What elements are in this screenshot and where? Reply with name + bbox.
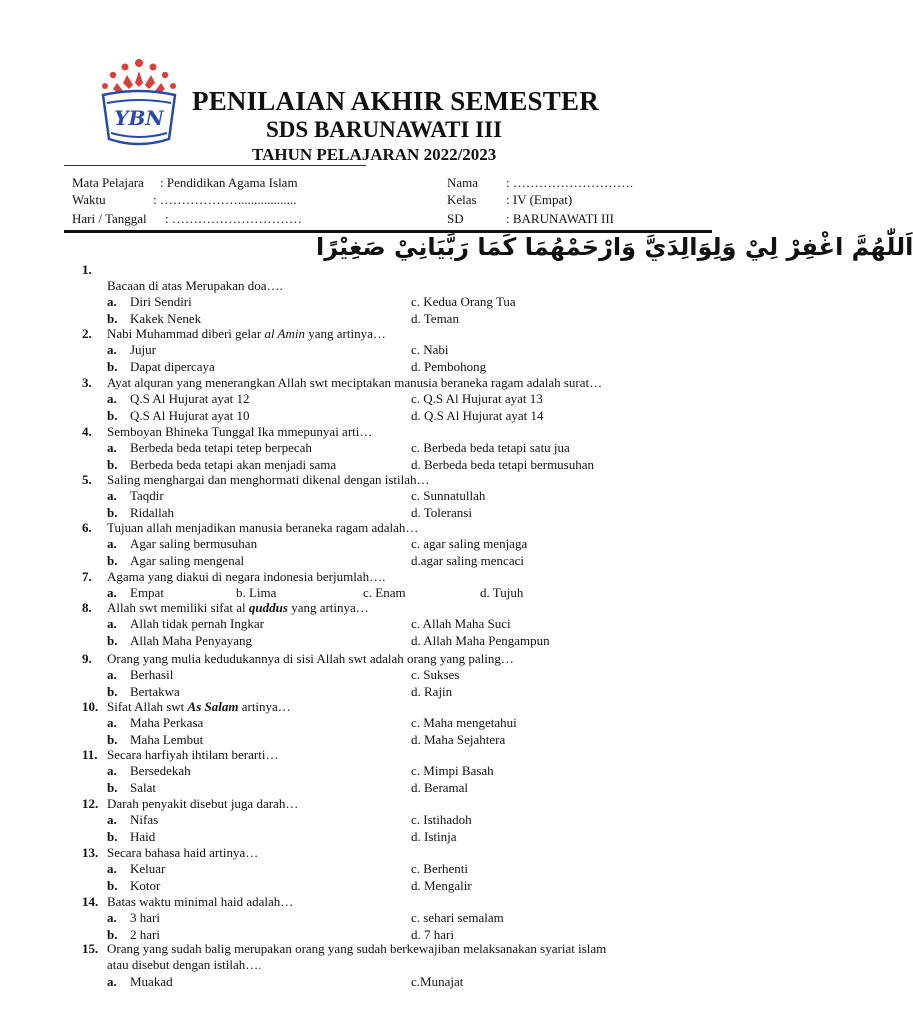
question-text: Saling menghargai dan menghormati dikenal dengan istilah… xyxy=(107,472,430,487)
question-text xyxy=(107,699,291,715)
option-letter: b. xyxy=(107,926,118,942)
option-text: Allah Maha Penyayang xyxy=(130,632,253,648)
question-number: 3. xyxy=(82,375,92,390)
question-text: Semboyan Bhineka Tunggal Ika mmepunyai arti… xyxy=(107,424,373,439)
time-label: Waktu xyxy=(72,192,106,207)
question-number: 13. xyxy=(82,845,99,860)
class-label: Kelas xyxy=(447,192,477,207)
option-text: Jujur xyxy=(130,342,156,358)
option-text: Taqdir xyxy=(130,488,164,504)
option-letter: a. xyxy=(107,342,117,358)
option-text: d. Mengalir xyxy=(411,877,472,893)
school-label: SD xyxy=(447,211,464,226)
option-letter: b. xyxy=(107,731,118,747)
option-letter: a. xyxy=(107,910,117,926)
option-text: Berbeda beda tetapi akan menjadi sama xyxy=(130,456,337,472)
option-text: Agar saling bermusuhan xyxy=(130,536,258,552)
exam-title: PENILAIAN AKHIR SEMESTER xyxy=(192,86,599,116)
option-text: Agar saling mengenal xyxy=(130,552,245,568)
option-text: d. Teman xyxy=(411,310,459,326)
date-label: Hari / Tanggal xyxy=(72,211,147,226)
option-letter: a. xyxy=(107,585,117,601)
option-text: c. Enam xyxy=(363,585,406,601)
academic-year: TAHUN PELAJARAN 2022/2023 xyxy=(252,145,497,164)
question-number: 7. xyxy=(82,569,92,584)
option-letter: a. xyxy=(107,616,117,632)
option-text: d. Berbeda beda tetapi bermusuhan xyxy=(411,456,595,472)
question-number: 9. xyxy=(82,651,92,666)
option-letter: b. xyxy=(107,358,118,374)
option-letter: a. xyxy=(107,715,117,731)
question-text-part: yang artinya… xyxy=(304,326,386,341)
question-number: 2. xyxy=(82,326,92,341)
school-value: : BARUNAWATI III xyxy=(506,211,614,226)
option-text: c. sehari semalam xyxy=(411,910,504,926)
question-text: Batas waktu minimal haid adalah… xyxy=(107,894,294,909)
question-text: Secara bahasa haid artinya… xyxy=(107,845,259,860)
option-text: Kakek Nenek xyxy=(130,310,202,326)
svg-text:YBN: YBN xyxy=(114,106,164,130)
question-number: 4. xyxy=(82,424,92,439)
question-text-part: artinya… xyxy=(238,699,291,714)
name-value: : ………………………. xyxy=(506,175,634,190)
subject-value: : Pendidikan Agama Islam xyxy=(160,175,298,190)
option-text: Allah tidak pernah Ingkar xyxy=(130,616,264,632)
question-number: 6. xyxy=(82,520,92,535)
question-number: 14. xyxy=(82,894,99,909)
option-text: Nifas xyxy=(130,812,159,828)
option-letter: a. xyxy=(107,973,117,989)
option-letter: a. xyxy=(107,391,117,407)
option-text: 3 hari xyxy=(130,910,160,926)
option-text: c. Allah Maha Suci xyxy=(411,616,511,632)
option-text: c. agar saling menjaga xyxy=(411,536,528,552)
option-text: d.agar saling mencaci xyxy=(411,552,524,568)
question-text xyxy=(107,600,369,616)
question-text: Bacaan di atas Merupakan doa…. xyxy=(107,278,283,293)
question-text: Secara harfiyah ihtilam berarti… xyxy=(107,747,279,762)
option-text: d. Istinja xyxy=(411,828,457,844)
question-text: Orang yang sudah balig merupakan orang yang sudah berkewajiban melaksanakan syariat islam xyxy=(107,941,607,956)
option-text: d. Allah Maha Pengampun xyxy=(411,632,550,648)
option-text: Muakad xyxy=(130,973,173,989)
option-letter: b. xyxy=(107,779,118,795)
question-text: Ayat alquran yang menerangkan Allah swt meciptakan manusia beraneka ragam adalah surat… xyxy=(107,375,603,390)
question-number: 11. xyxy=(82,747,98,762)
option-letter: a. xyxy=(107,812,117,828)
question-text-part: Allah swt memiliki sifat al xyxy=(107,600,249,615)
option-text: c. Kedua Orang Tua xyxy=(411,294,516,310)
option-text: Q.S Al Hujurat ayat 12 xyxy=(130,391,250,407)
option-text: c. Nabi xyxy=(411,342,449,358)
option-letter: a. xyxy=(107,861,117,877)
question-number: 1. xyxy=(82,262,92,277)
time-value: : ……………….................. xyxy=(153,192,297,207)
option-text: c.Munajat xyxy=(411,973,464,989)
option-letter: b. xyxy=(107,504,118,520)
option-letter: b. xyxy=(107,407,118,423)
option-letter: a. xyxy=(107,294,117,310)
option-text: Q.S Al Hujurat ayat 10 xyxy=(130,407,250,423)
option-text: Dapat dipercaya xyxy=(130,358,215,374)
option-text: c. Mimpi Basah xyxy=(411,763,494,779)
option-letter: b. xyxy=(107,310,118,326)
question-number: 10. xyxy=(82,699,99,714)
question-text-part: Sifat Allah swt xyxy=(107,699,188,714)
option-letter: b. xyxy=(107,632,118,648)
question-term: al Amin xyxy=(264,326,305,341)
option-text: c. Berbeda beda tetapi satu jua xyxy=(411,440,570,456)
question-number: 8. xyxy=(82,600,92,615)
question-text xyxy=(107,326,386,342)
date-value: : ………………………… xyxy=(165,211,302,226)
option-text: Salat xyxy=(130,779,156,795)
question-text: Darah penyakit disebut juga darah… xyxy=(107,796,299,811)
option-letter: a. xyxy=(107,536,117,552)
question-text: Agama yang diakui di negara indonesia berjumlah…. xyxy=(107,569,386,584)
option-text: d. Maha Sejahtera xyxy=(411,731,506,747)
option-text: c. Istihadoh xyxy=(411,812,472,828)
option-text: Diri Sendiri xyxy=(130,294,192,310)
option-text: c. Berhenti xyxy=(411,861,469,877)
option-text: b. Lima xyxy=(236,585,277,601)
subject-label: Mata Pelajara xyxy=(72,175,144,190)
option-letter: a. xyxy=(107,763,117,779)
question-term: quddus xyxy=(248,600,288,615)
option-letter: a. xyxy=(107,440,117,456)
school-name: SDS BARUNAWATI III xyxy=(266,117,503,142)
option-letter: b. xyxy=(107,456,118,472)
option-text: d. Toleransi xyxy=(411,504,472,520)
option-letter: b. xyxy=(107,683,118,699)
option-letter: b. xyxy=(107,552,118,568)
option-text: Berbeda beda tetapi tetep berpecah xyxy=(130,440,312,456)
option-text: c. Sukses xyxy=(411,667,460,683)
question-number: 5. xyxy=(82,472,92,487)
question-text-continued: atau disebut dengan istilah…. xyxy=(107,957,262,973)
option-text: Maha Perkasa xyxy=(130,715,204,731)
question-text-part: Nabi Muhammad diberi gelar xyxy=(107,326,265,341)
option-text: c. Sunnatullah xyxy=(411,488,486,504)
option-text: Berhasil xyxy=(130,667,174,683)
option-text: Kotor xyxy=(130,877,161,893)
option-text: Haid xyxy=(130,828,156,844)
question-number: 15. xyxy=(82,941,99,956)
option-letter: a. xyxy=(107,667,117,683)
option-text: d. Pembohong xyxy=(411,358,487,374)
option-letter: b. xyxy=(107,877,118,893)
question-text-part: yang artinya… xyxy=(287,600,369,615)
option-text: Ridallah xyxy=(130,504,175,520)
option-letter: b. xyxy=(107,828,118,844)
option-text: Empat xyxy=(130,585,164,601)
option-text: Bersedekah xyxy=(130,763,191,779)
arabic-prayer: اَللّٰهُمَّ اغْفِرْ لِيْ وَلِوَالِدَيَّ وَارْحَمْهُمَا كَمَا رَبَّيَانِيْ صَغِيْرًا xyxy=(316,233,913,261)
header-divider xyxy=(64,165,366,166)
option-text: d. Q.S Al Hujurat ayat 14 xyxy=(411,407,544,423)
option-text: d. 7 hari xyxy=(411,926,454,942)
school-logo xyxy=(95,53,183,153)
option-letter: a. xyxy=(107,488,117,504)
option-text: d. Tujuh xyxy=(480,585,524,601)
option-text: Bertakwa xyxy=(130,683,180,699)
option-text: Maha Lembut xyxy=(130,731,204,747)
option-text: Keluar xyxy=(130,861,166,877)
question-number: 12. xyxy=(82,796,99,811)
name-label: Nama xyxy=(447,175,479,190)
option-text: c. Maha mengetahui xyxy=(411,715,517,731)
question-text: Orang yang mulia kedudukannya di sisi Allah swt adalah orang yang paling… xyxy=(107,651,514,666)
option-text: 2 hari xyxy=(130,926,160,942)
class-value: : IV (Empat) xyxy=(506,192,573,207)
option-text: d. Beramal xyxy=(411,779,469,795)
option-text: d. Rajin xyxy=(411,683,453,699)
question-term: As Salam xyxy=(187,699,239,714)
option-text: c. Q.S Al Hujurat ayat 13 xyxy=(411,391,543,407)
question-text: Tujuan allah menjadikan manusia beraneka ragam adalah… xyxy=(107,520,419,535)
